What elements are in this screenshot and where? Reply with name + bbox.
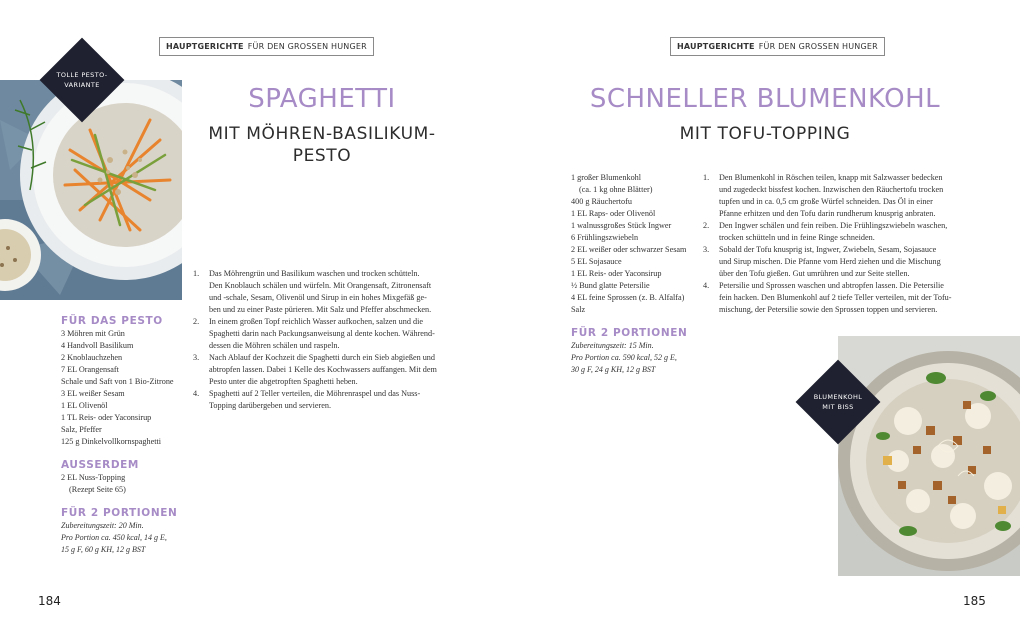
chapter-tag-text: FÜR DEN GROSSEN HUNGER — [247, 42, 367, 51]
right-ingredients — [571, 172, 706, 316]
ingredient: 2 EL weißer oder schwarzer Sesam — [571, 245, 687, 254]
ingredient: 4 Handvoll Basilikum — [61, 341, 134, 350]
step-item: 3. Nach Ablauf der Kochzeit die Spaghetti durch ein Sieb abgießen und abtropfen lassen. Dabei 1 Kelle des Kochwassers auffangen. Mit dem Pesto unter die abgetropften Spaghetti heben. — [193, 353, 437, 386]
left-nutrition-note: Zubereitungszeit: 20 Min. Pro Portion ca. 450 kcal, 14 g E, 15 g F, 60 g KH, 12 g BST — [61, 521, 167, 554]
ingredient: 125 g Dinkelvollkornspaghetti — [61, 437, 162, 446]
ingredient: 5 EL Sojasauce — [571, 257, 622, 266]
right-badge-text: BLUMENKOHL MIT BISS — [813, 393, 863, 411]
step-item: 4. Petersilie und Sprossen waschen und abtropfen lassen. Die Petersilie fein hacken. Den Blumenkohl auf 2 tiefe Teller verteilen, mit der Tofu- mischung, der Petersilie sowie den Sprossen toppen und servieren. — [703, 281, 952, 314]
ingredient: 400 g Räuchertofu — [571, 197, 632, 206]
step-item: 3. Sobald der Tofu knusprig ist, Ingwer, Zwiebeln, Sesam, Sojasauce und Sirup mischen. Die Pfanne vom Herd ziehen und die Mischung über den Tofu gießen. Gut umrühren und zur Seite stellen. — [703, 245, 941, 278]
step-item: 4. Spaghetti auf 2 Teller verteilen, die Möhrenraspel und das Nuss- Topping darübergeben und servieren. — [193, 389, 421, 410]
ingredient: Salz, Pfeffer — [61, 425, 102, 434]
left-chapter-tag — [159, 37, 374, 56]
left-page-number: 184 — [38, 594, 61, 608]
chapter-tag-bold: HAUPTGERICHTE — [677, 42, 755, 51]
ingredient: 1 großer Blumenkohl — [571, 173, 642, 182]
ingredient: Salz — [571, 305, 586, 314]
left-recipe-subtitle: MIT MÖHREN-BASILIKUM- PESTO — [208, 124, 436, 166]
left-steps — [193, 268, 458, 412]
chapter-tag-text: FÜR DEN GROSSEN HUNGER — [758, 42, 878, 51]
pesto-heading: FÜR DAS PESTO — [61, 315, 163, 327]
ingredient: 1 walnussgroßes Stück Ingwer — [571, 221, 672, 230]
right-badge — [795, 359, 881, 445]
right-page — [510, 0, 1020, 643]
step-item: 2. In einem großen Topf reichlich Wasser aufkochen, salzen und die Spaghetti darin nach Packungsanweisung al dente kochen. Während- dessen die Möhren schälen und raspeln. — [193, 317, 435, 350]
extra-heading: AUSSERDEM — [61, 459, 139, 471]
ingredient: 3 EL weißer Sesam — [61, 389, 125, 398]
right-recipe-subtitle: MIT TOFU-TOPPING — [679, 124, 851, 144]
ingredient: 1 EL Olivenöl — [61, 401, 108, 410]
step-item: 1. Den Blumenkohl in Röschen teilen, knapp mit Salzwasser bedecken und zugedeckt bissfest kochen. Inzwischen den Räuchertofu trocken tupfen und in ca. 0,5 cm große Würfel schneiden. Das Öl in einer Pfanne erhitzen und den Tofu darin rundherum knusprig anbraten. — [703, 173, 944, 218]
ingredient: 3 Möhren mit Grün — [61, 329, 125, 338]
ingredient: (ca. 1 kg ohne Blätter) — [579, 185, 653, 194]
right-recipe-title: SCHNELLER BLUMENKOHL — [589, 84, 941, 114]
extra-ingredients — [61, 472, 191, 496]
right-portions-heading: FÜR 2 PORTIONEN — [571, 327, 688, 339]
step-item: 2. Den Ingwer schälen und fein reiben. Die Frühlingszwiebeln waschen, trocken schütteln und in feine Ringe schneiden. — [703, 221, 948, 242]
right-page-number: 185 — [963, 594, 986, 608]
ingredient: 1 EL Raps- oder Olivenöl — [571, 209, 656, 218]
left-recipe-title: SPAGHETTI — [248, 84, 396, 114]
left-portions-heading: FÜR 2 PORTIONEN — [61, 507, 178, 519]
ingredient: (Rezept Seite 65) — [69, 485, 126, 494]
chapter-tag-bold: HAUPTGERICHTE — [166, 42, 244, 51]
pesto-ingredients — [61, 328, 191, 448]
right-steps — [703, 172, 969, 316]
left-badge-text: TOLLE PESTO- VARIANTE — [56, 71, 108, 89]
ingredient: 1 EL Reis- oder Yaconsirup — [571, 269, 662, 278]
ingredient: 7 EL Orangensaft — [61, 365, 119, 374]
right-chapter-tag — [670, 37, 885, 56]
ingredient: 2 EL Nuss-Topping — [61, 473, 126, 482]
ingredient: 1 TL Reis- oder Yaconsirup — [61, 413, 152, 422]
step-item: 1. Das Möhrengrün und Basilikum waschen und trocken schütteln. Den Knoblauch schälen und würfeln. Mit Orangensaft, Zitronensaft und -schale, Sesam, Olivenöl und Sirup in ein hohes Mixgefäß ge- ben und zu einer Paste pürieren. Mit Salz und Pfeffer abschmecken. — [193, 269, 432, 314]
ingredient: 4 EL feine Sprossen (z. B. Alfalfa) — [571, 293, 685, 302]
ingredient: 2 Knoblauchzehen — [61, 353, 123, 362]
ingredient: 6 Frühlingszwiebeln — [571, 233, 639, 242]
left-badge — [39, 37, 125, 123]
right-nutrition-note: Zubereitungszeit: 15 Min. Pro Portion ca. 590 kcal, 52 g E, 30 g F, 24 g KH, 12 g BST — [571, 341, 677, 374]
ingredient: Schale und Saft von 1 Bio-Zitrone — [61, 377, 174, 386]
ingredient: ½ Bund glatte Petersilie — [571, 281, 650, 290]
